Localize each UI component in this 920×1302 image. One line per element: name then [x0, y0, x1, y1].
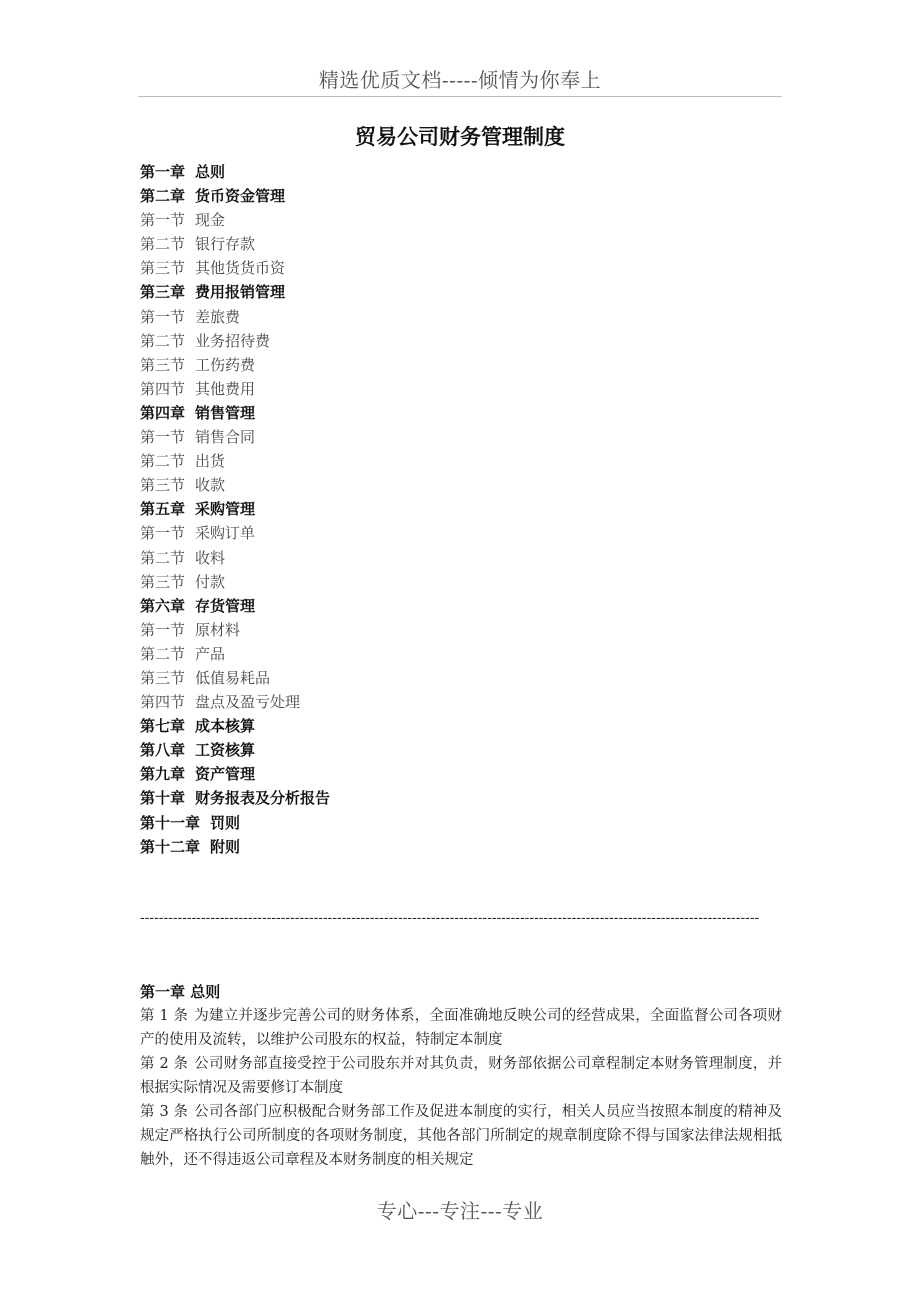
toc-number: 第十一章	[140, 813, 201, 832]
toc-label: 现金	[195, 211, 226, 230]
toc-label: 销售合同	[195, 428, 256, 447]
toc-chapter	[140, 762, 780, 786]
toc-label: 存货管理	[195, 596, 256, 615]
toc-number: 第一节	[140, 428, 186, 447]
toc-chapter	[140, 280, 780, 304]
section-separator: ------------------------------------------------------------------------------------------------------------------------------------	[140, 911, 760, 926]
toc-chapter	[140, 786, 780, 810]
toc-label: 附则	[210, 837, 241, 856]
toc-number: 第八章	[140, 741, 186, 760]
toc-number: 第九章	[140, 765, 186, 784]
chapter-heading: 第一章 总则	[140, 983, 221, 1001]
toc-label: 银行存款	[195, 235, 256, 254]
toc-label: 收料	[195, 548, 226, 567]
toc-number: 第六章	[140, 596, 186, 615]
toc-chapter	[140, 160, 780, 184]
toc-number: 第三节	[140, 572, 186, 591]
toc-number: 第一节	[140, 307, 186, 326]
toc-label: 工伤药费	[195, 355, 256, 374]
toc-label: 成本核算	[195, 717, 256, 736]
toc-section	[140, 690, 780, 714]
toc-chapter	[140, 835, 780, 859]
article-number: 第 3 条	[140, 1104, 189, 1120]
toc-label: 资产管理	[195, 765, 256, 784]
table-of-contents	[140, 160, 780, 859]
toc-chapter	[140, 184, 780, 208]
toc-number: 第三节	[140, 259, 186, 278]
toc-number: 第三章	[140, 283, 186, 302]
toc-label: 低值易耗品	[195, 668, 271, 687]
toc-number: 第十二章	[140, 837, 201, 856]
toc-number: 第四节	[140, 379, 186, 398]
toc-number: 第十章	[140, 789, 186, 808]
toc-label: 费用报销管理	[195, 283, 286, 302]
toc-section	[140, 256, 780, 280]
toc-label: 货币资金管理	[195, 187, 286, 206]
article-number: 第 1 条	[140, 1008, 189, 1024]
toc-number: 第一节	[140, 211, 186, 230]
toc-label: 业务招待费	[195, 331, 271, 350]
toc-number: 第一节	[140, 524, 186, 543]
toc-chapter	[140, 401, 780, 425]
article-text: 公司财务部直接受控于公司股东并对其负责，财务部依据公司章程制定本财务管理制度，并根据实际情况及需要修订本制度	[140, 1056, 782, 1096]
toc-label: 罚则	[210, 813, 241, 832]
document-title: 贸易公司财务管理制度	[355, 125, 565, 149]
toc-chapter	[140, 811, 780, 835]
toc-section	[140, 232, 780, 256]
toc-label: 付款	[195, 572, 226, 591]
article-2	[140, 1052, 782, 1100]
toc-label: 总则	[195, 163, 226, 181]
toc-number: 第三节	[140, 476, 186, 495]
toc-label: 工资核算	[195, 741, 256, 760]
document-body	[140, 980, 782, 1172]
page-header: 精选优质文档-----倾情为你奉上	[318, 68, 602, 92]
toc-label: 原材料	[195, 620, 241, 639]
toc-label: 其他货货币资	[195, 259, 286, 278]
toc-number: 第二节	[140, 548, 186, 567]
toc-section	[140, 449, 780, 473]
toc-label: 产品	[195, 644, 226, 663]
article-text: 公司各部门应积极配合财务部工作及促进本制度的实行，相关人员应当按照本制度的精神及规定严格执行公司所制度的各项财务制度，其他各部门所制定的规章制度除不得与国家法律法规相抵触外，还不得违返公司章程及本财务制度的相关规定	[140, 1104, 782, 1168]
toc-number: 第二节	[140, 452, 186, 471]
toc-label: 采购管理	[195, 500, 256, 519]
header-divider	[138, 96, 782, 97]
toc-number: 第二节	[140, 644, 186, 663]
toc-number: 第三节	[140, 668, 186, 687]
toc-section	[140, 666, 780, 690]
article-text: 为建立并逐步完善公司的财务体系，全面准确地反映公司的经营成果，全面监督公司各项财产的使用及流转，以维护公司股东的权益，特制定本制度	[140, 1008, 782, 1048]
toc-number: 第三节	[140, 355, 186, 374]
article-1	[140, 1004, 782, 1052]
toc-section	[140, 305, 780, 329]
toc-section	[140, 546, 780, 570]
toc-chapter	[140, 497, 780, 521]
toc-number: 第一节	[140, 620, 186, 639]
toc-number: 第一章	[140, 163, 186, 181]
toc-number: 第四章	[140, 403, 186, 422]
toc-label: 差旅费	[195, 307, 241, 326]
toc-section	[140, 425, 780, 449]
toc-chapter	[140, 594, 780, 618]
toc-section	[140, 642, 780, 666]
toc-label: 其他费用	[195, 379, 256, 398]
toc-section	[140, 570, 780, 594]
toc-number: 第二节	[140, 235, 186, 254]
toc-label: 采购订单	[195, 524, 256, 543]
toc-label: 出货	[195, 452, 226, 471]
toc-section	[140, 377, 780, 401]
toc-section	[140, 521, 780, 545]
toc-number: 第二章	[140, 187, 186, 206]
toc-number: 第二节	[140, 331, 186, 350]
toc-label: 销售管理	[195, 403, 256, 422]
toc-section	[140, 329, 780, 353]
toc-number: 第五章	[140, 500, 186, 519]
toc-label: 财务报表及分析报告	[195, 789, 331, 808]
toc-chapter	[140, 738, 780, 762]
toc-number: 第四节	[140, 693, 186, 712]
toc-section	[140, 208, 780, 232]
toc-chapter	[140, 714, 780, 738]
toc-section	[140, 353, 780, 377]
toc-label: 收款	[195, 476, 226, 495]
toc-label: 盘点及盈亏处理	[195, 693, 301, 712]
toc-section	[140, 618, 780, 642]
article-3	[140, 1100, 782, 1172]
toc-number: 第七章	[140, 717, 186, 736]
article-number: 第 2 条	[140, 1056, 189, 1072]
page-footer: 专心---专注---专业	[376, 1199, 544, 1223]
toc-section	[140, 473, 780, 497]
